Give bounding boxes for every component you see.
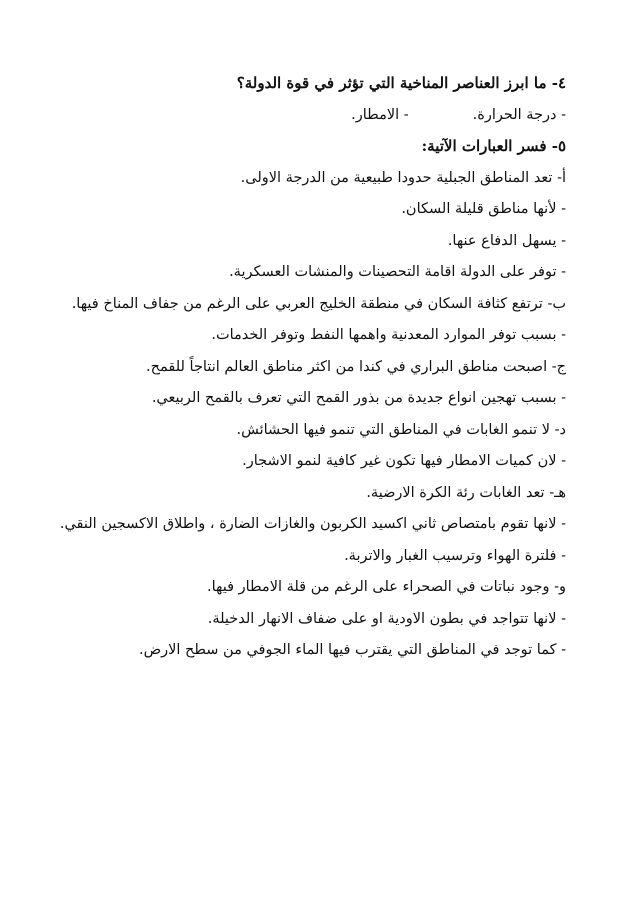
text-line: هـ- تعد الغابات رئة الكرة الارضية. [366, 484, 566, 501]
text-line: - فلترة الهواء وترسيب الغبار والاتربة. [344, 547, 566, 564]
text-line: - توفر على الدولة اقامة التحصينات والمنشات العسكرية. [229, 264, 566, 280]
text-line: - بسبب توفر الموارد المعدنية واهمها النفط وتوفر الخدمات. [211, 327, 566, 343]
text-line: - لأنها مناطق قليلة السكان. [401, 201, 566, 217]
answer-temperature: - درجة الحرارة. [472, 106, 566, 123]
question-4-answers [46, 100, 566, 132]
text-line: - يسهل الدفاع عنها. [447, 232, 566, 249]
text-line: أ- تعد المناطق الجبلية حدودا طبيعية من الدرجة الاولى. [240, 169, 566, 186]
text-line: - بسبب تهجين انواع جديدة من بذور القمح التي تعرف بالقمح الربيعي. [151, 390, 566, 406]
text-line: - لانها تقوم بامتصاص ثاني اكسيد الكربون والغازات الضارة ، واطلاق الاكسجين النقي. [59, 516, 566, 532]
answer-rain: - الامطار. [351, 106, 409, 123]
document-text [46, 68, 566, 667]
text-line: د- لا تنمو الغابات في المناطق التي تنمو فيها الحشائش. [236, 421, 566, 438]
text-line: - لانها تتواجد في بطون الاودية او على ضفاف الانهار الدخيلة. [207, 610, 566, 627]
text-line: ب- ترتفع كثافة السكان في منطقة الخليج العربي على الرغم من جفاف المناخ فيها. [71, 295, 566, 312]
question-4-title: ٤- ما ابرز العناصر المناخية التي تؤثر في قوة الدولة؟ [236, 74, 566, 92]
text-line: ج- اصبحت مناطق البراري في كندا من اكثر مناطق العالم انتاجاً للقمح. [146, 358, 566, 375]
text-line: - كما توجد في المناطق التي يقترب فيها الماء الجوفي من سطح الارض. [138, 642, 566, 658]
text-line: - لان كميات الامطار فيها تكون غير كافية لنمو الاشجار. [242, 453, 566, 469]
question-5-title: ٥- فسر العبارات الآتية: [421, 137, 566, 155]
text-line: و- وجود نباتات في الصحراء على الرغم من قلة الامطار فيها. [206, 579, 566, 595]
